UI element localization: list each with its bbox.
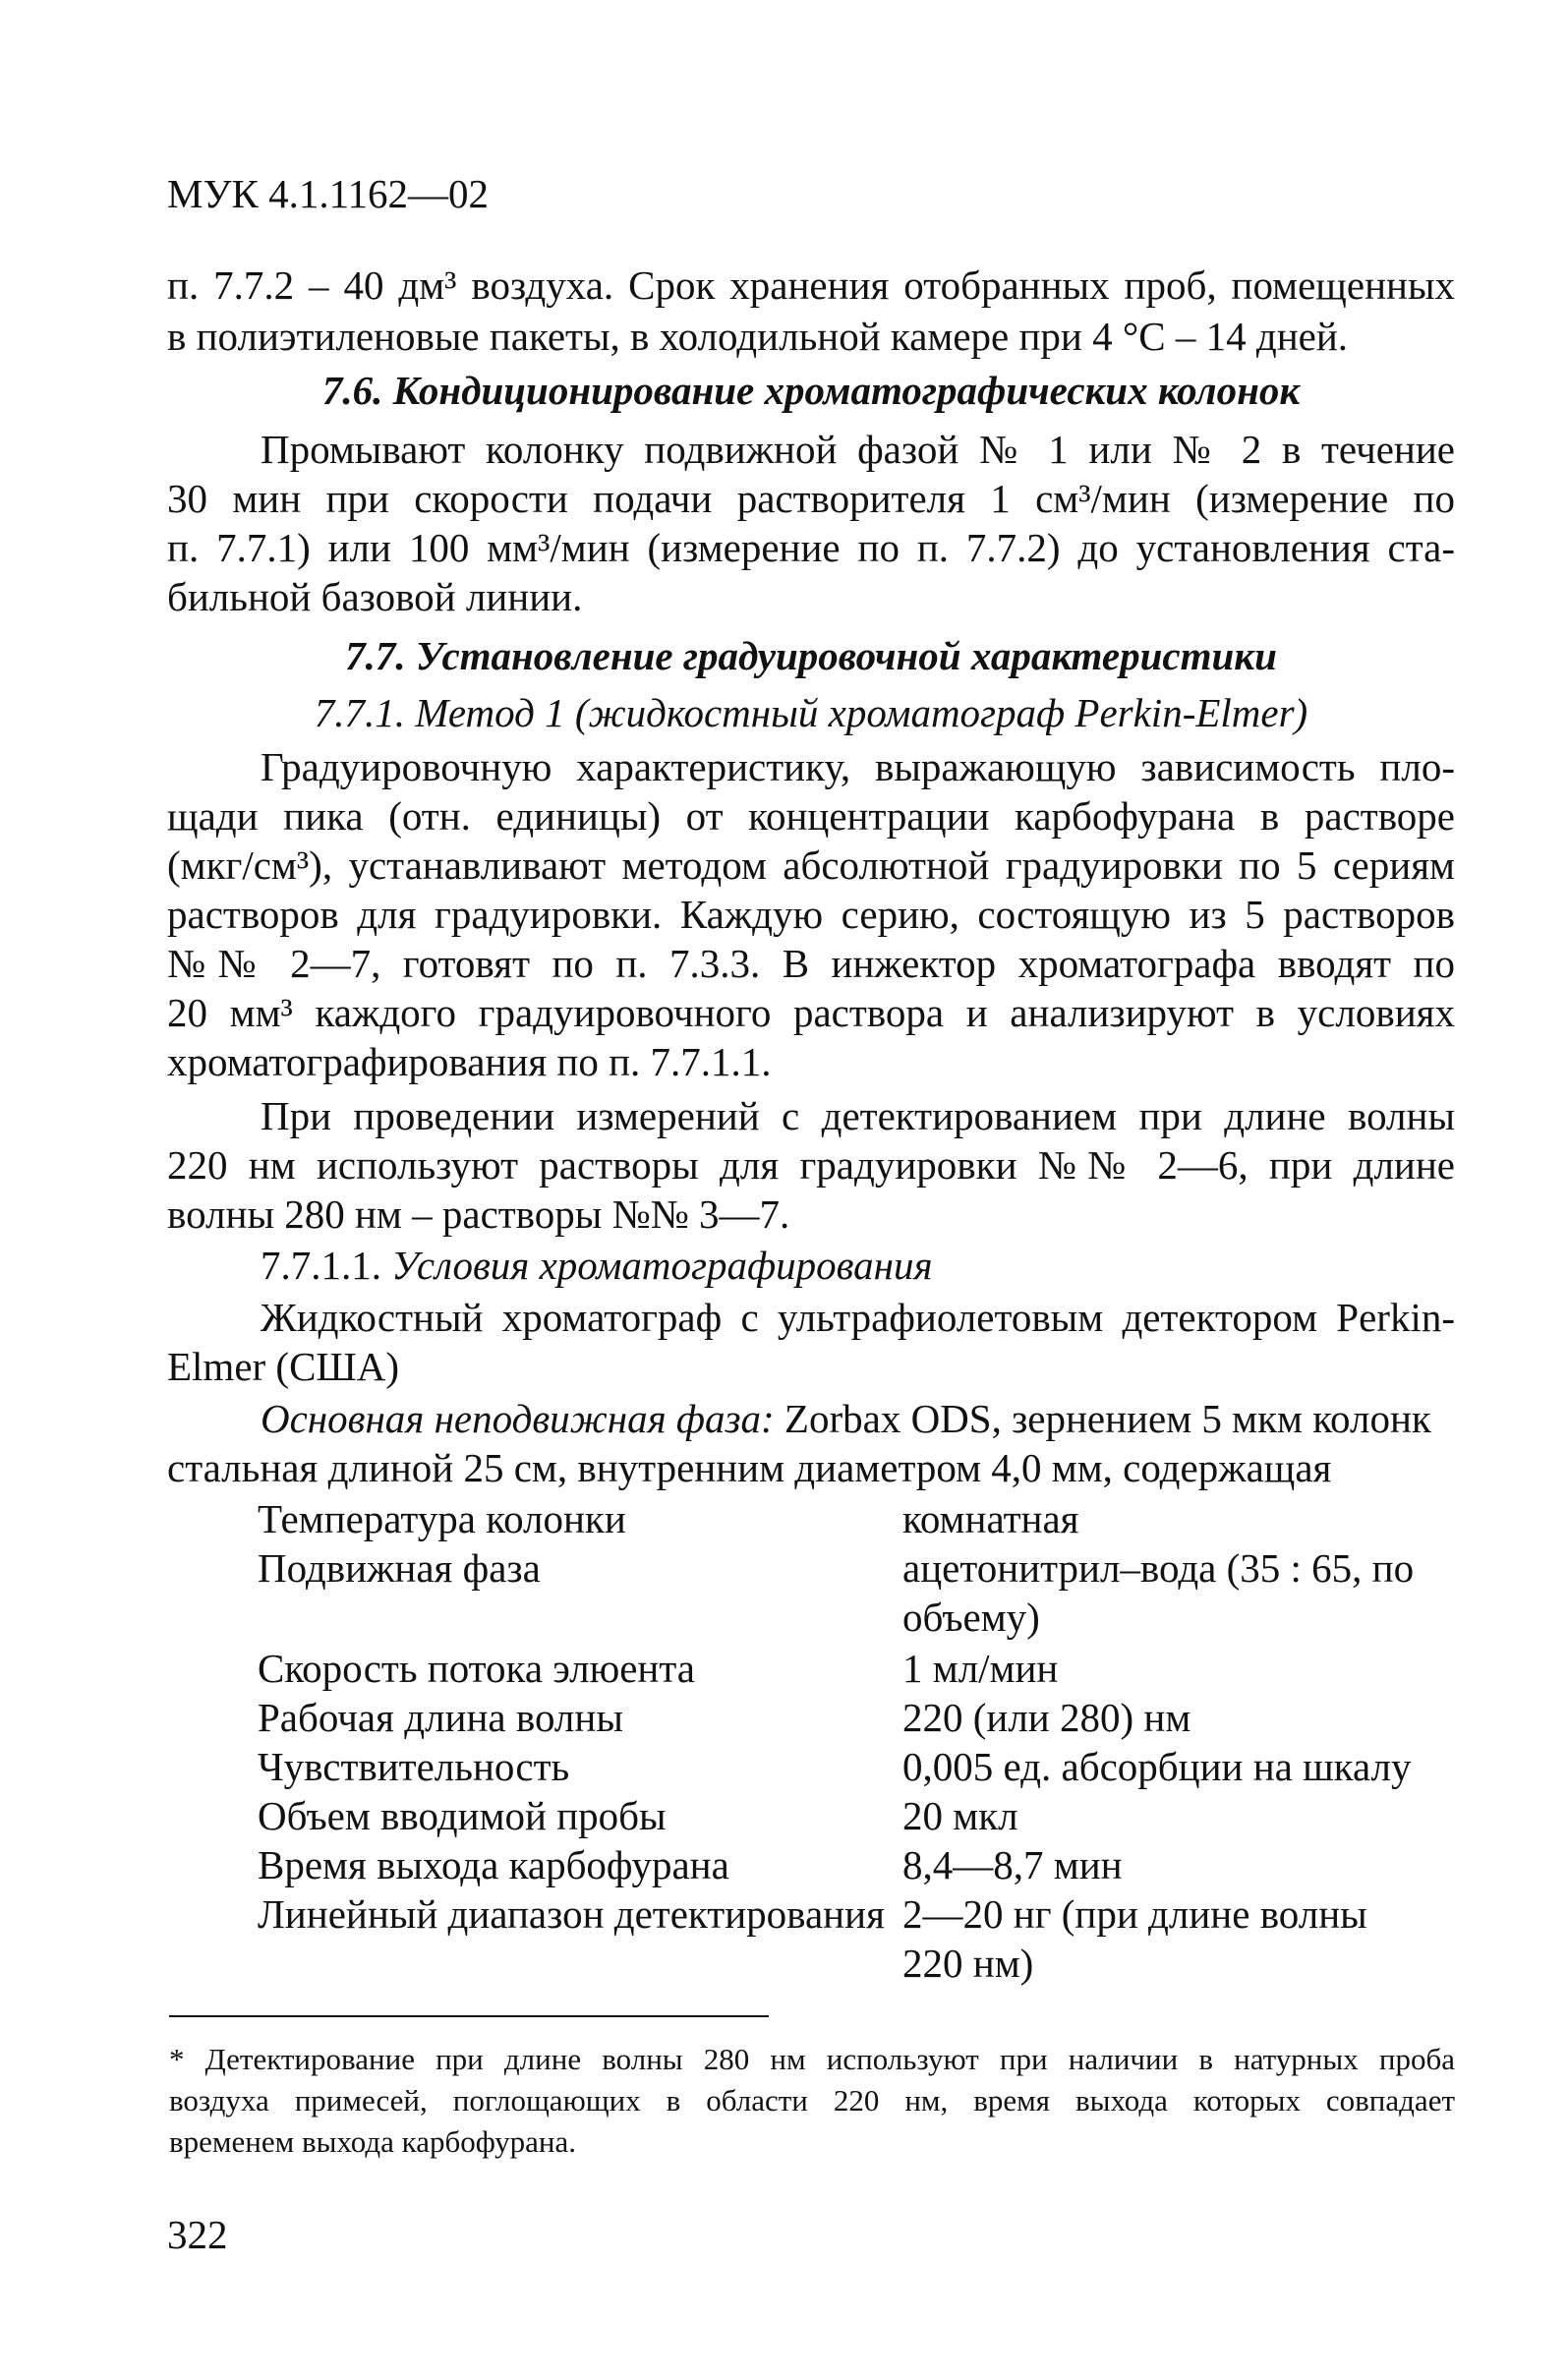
- param-name: Линейный диапазон детектирования: [258, 1891, 885, 1937]
- section-7-6-title: 7.6. Кондиционирование хроматографических колонок: [321, 368, 1301, 413]
- paragraph-line: растворов для градуировки. Каждую серию, состоящую из 5 растворов: [167, 892, 1455, 937]
- paragraph-line: хроматографирования по п. 7.7.1.1.: [167, 1039, 772, 1084]
- param-name: Рабочая длина волны: [258, 1695, 623, 1740]
- paragraph-line: №№ 2—7, готовят по п. 7.3.3. В инжектор хроматографа вводят по: [167, 941, 1455, 986]
- paragraph-line: При проведении измерений с детектированием при длине волны: [261, 1093, 1455, 1138]
- param-name: Объем вводимой пробы: [258, 1793, 667, 1838]
- stationary-phase-line-2: стальная длиной 25 см, внутренним диаметром 4,0 мм, содержащая: [167, 1445, 1332, 1490]
- param-name: Время выхода карбофурана: [258, 1842, 729, 1887]
- intro-line-1: п. 7.7.2 – 40 дм³ воздуха. Срок хранения отобранных проб, помещенных: [167, 262, 1455, 308]
- param-value: ацетонитрил–вода (35 : 65, по: [902, 1545, 1415, 1591]
- param-value: 20 мкл: [902, 1793, 1018, 1838]
- device-line: Жидкостный хроматограф с ультрафиолетовым детектором Perkin-: [261, 1295, 1455, 1340]
- section-7-6-line: Промывают колонку подвижной фазой № 1 или № 2 в течение: [261, 427, 1455, 472]
- paragraph-line: 20 мм³ каждого градуировочного раствора и анализируют в условиях: [167, 990, 1455, 1035]
- intro-line-2: в полиэтиленовые пакеты, в холодильной камере при 4 °С – 14 дней.: [167, 314, 1349, 359]
- device-line: Elmer (США): [167, 1344, 400, 1389]
- footnote-line: воздуха примесей, поглощающих в области 220 нм, время выхода которых совпадает: [169, 2083, 1455, 2118]
- footnote-divider: [169, 2015, 769, 2017]
- footnote-line: * Детектирование при длине волны 280 нм используют при наличии в натурных проба: [169, 2042, 1455, 2076]
- param-value: 220 нм): [902, 1941, 1034, 1986]
- section-7-6-line: 30 мин при скорости подачи растворителя 1 см³/мин (измерение по: [167, 476, 1455, 521]
- param-name: Скорость потока элюента: [258, 1646, 695, 1691]
- conditions-heading: [167, 1241, 1455, 1290]
- stationary-phase-text: Zorbax ODS, зернением 5 мкм колонк: [774, 1396, 1431, 1441]
- stationary-phase-line: [167, 1394, 1455, 1443]
- section-7-6-line: бильной базовой линии.: [167, 574, 583, 619]
- param-value: комнатная: [902, 1496, 1079, 1541]
- paragraph-line: щади пика (отн. единицы) от концентрации карбофурана в растворе: [167, 793, 1455, 839]
- paragraph-line: Градуировочную характеристику, выражающую зависимость пло-: [261, 744, 1455, 789]
- param-value: объему): [902, 1595, 1040, 1640]
- document-header: МУК 4.1.1162—02: [167, 171, 490, 216]
- stationary-phase-label: Основная неподвижная фаза:: [261, 1396, 775, 1441]
- param-value: 8,4—8,7 мин: [902, 1842, 1123, 1887]
- param-value: 220 (или 280) нм: [902, 1695, 1191, 1740]
- section-7-7-1-subtitle: 7.7.1. Метод 1 (жидкостный хроматограф Perkin-Elmer): [314, 690, 1308, 735]
- param-value: 1 мл/мин: [902, 1646, 1059, 1691]
- section-7-6-line: п. 7.7.1) или 100 мм³/мин (измерение по п. 7.7.2) до установления ста-: [167, 525, 1455, 570]
- paragraph-line: 220 нм используют растворы для градуировки №№ 2—6, при длине: [167, 1142, 1455, 1188]
- paragraph-line: (мкг/см³), устанавливают методом абсолютной градуировки по 5 сериям: [167, 842, 1455, 888]
- paragraph-line: волны 280 нм – растворы №№ 3—7.: [167, 1191, 790, 1237]
- footnote-line: временем выхода карбофурана.: [169, 2124, 576, 2159]
- param-value: 0,005 ед. абсорбции на шкалу: [902, 1744, 1412, 1789]
- conditions-title: Условия хроматографирования: [391, 1243, 933, 1288]
- param-name: Чувствительность: [258, 1744, 570, 1789]
- page-number: 322: [167, 2212, 228, 2257]
- param-name: Температура колонки: [258, 1496, 626, 1541]
- param-value: 2—20 нг (при длине волны: [902, 1891, 1367, 1937]
- conditions-number: 7.7.1.1.: [261, 1243, 381, 1288]
- param-name: Подвижная фаза: [258, 1545, 541, 1591]
- section-7-7-title: 7.7. Установление градуировочной характеристики: [345, 633, 1277, 678]
